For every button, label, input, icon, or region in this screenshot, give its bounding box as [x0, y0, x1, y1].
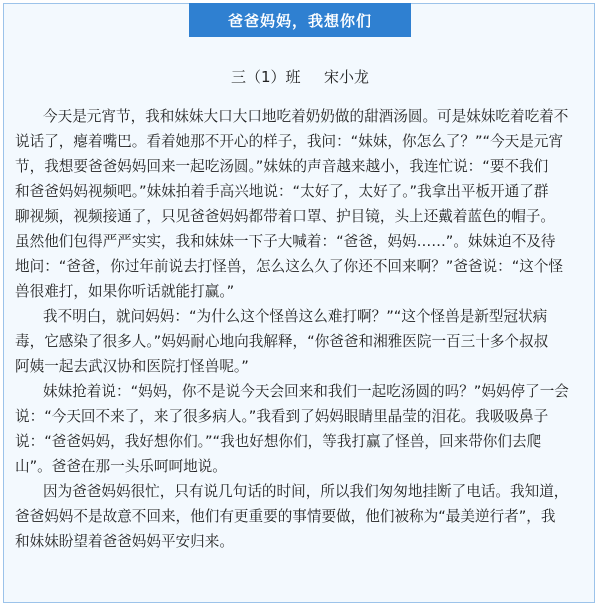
text-line: 爸爸妈妈不是故意不回来，他们有更重要的事情要做，他们被称为“最美逆行者”，我	[15, 508, 556, 525]
text-line: 妹妹抢着说：“妈妈，你不是说今天会回来和我们一起吃汤圆的吗？”妈妈停了一会	[43, 383, 569, 400]
text-line: 因为爸爸妈妈很忙，只有说几句话的时间，所以我们匆匆地挂断了电话。我知道，	[43, 483, 569, 500]
text-line: 阿姨一起去武汉协和医院打怪兽呢。”	[15, 358, 249, 375]
text-line: 我不明白，就问妈妈：“为什么这个怪兽这么难打啊？”“这个怪兽是新型冠状病	[43, 308, 548, 325]
text-line: 说话了，瘪着嘴巴。看着她那不开心的样子，我问：“妹妹，你怎么了？”“今天是元宵	[15, 133, 564, 150]
text-line: 聊视频，视频接通了，只见爸爸妈妈都带着口罩、护目镜，头上还戴着蓝色的帽子。	[15, 208, 555, 225]
text-line: 和爸爸妈妈视频吧。”妹妹拍着手高兴地说：“太好了，太好了。”我拿出平板开通了群	[15, 183, 549, 200]
text-line: 说：“爸爸妈妈，我好想你们。”“我也好想你们，等我打赢了怪兽，回来带你们去爬	[15, 433, 542, 450]
text-line: 山”。爸爸在那一头乐呵呵地说。	[15, 458, 227, 475]
author-name: 宋小龙	[324, 68, 370, 86]
byline	[0, 66, 600, 87]
text-line: 虽然他们包得严严实实，我和妹妹一下子大喊着：“爸爸，妈妈……”。妹妹迫不及待	[15, 233, 556, 250]
paragraph	[15, 104, 585, 304]
paragraph	[15, 304, 585, 379]
title-banner	[189, 3, 411, 37]
text-line: 说：“今天回不来了，来了很多病人。”我看到了妈妈眼睛里晶莹的泪花。我吸吸鼻子	[15, 408, 549, 425]
text-line: 节，我想要爸爸妈妈回来一起吃汤圆。”妹妹的声音越来越小，我连忙说：“要不我们	[15, 158, 549, 175]
text-line: 地问：“爸爸，你过年前说去打怪兽，怎么这么久了你还不回来啊？”爸爸说：“这个怪	[15, 258, 564, 275]
text-line: 今天是元宵节，我和妹妹大口大口地吃着奶奶做的甜酒汤圆。可是妹妹吃着吃着不	[43, 108, 569, 125]
article-title: 爸爸妈妈，我想你们	[227, 11, 372, 30]
paragraph	[15, 479, 585, 554]
class-label: 三（1）班	[230, 68, 301, 86]
paragraph	[15, 379, 585, 479]
text-line: 毒，它感染了很多人。”妈妈耐心地向我解释，“你爸爸和湘雅医院一百三十多个叔叔	[15, 333, 549, 350]
article-body	[15, 104, 585, 554]
text-line: 兽很难打，如果你听话就能打赢。”	[15, 283, 235, 300]
text-line: 和妹妹盼望着爸爸妈妈平安归来。	[15, 533, 234, 550]
